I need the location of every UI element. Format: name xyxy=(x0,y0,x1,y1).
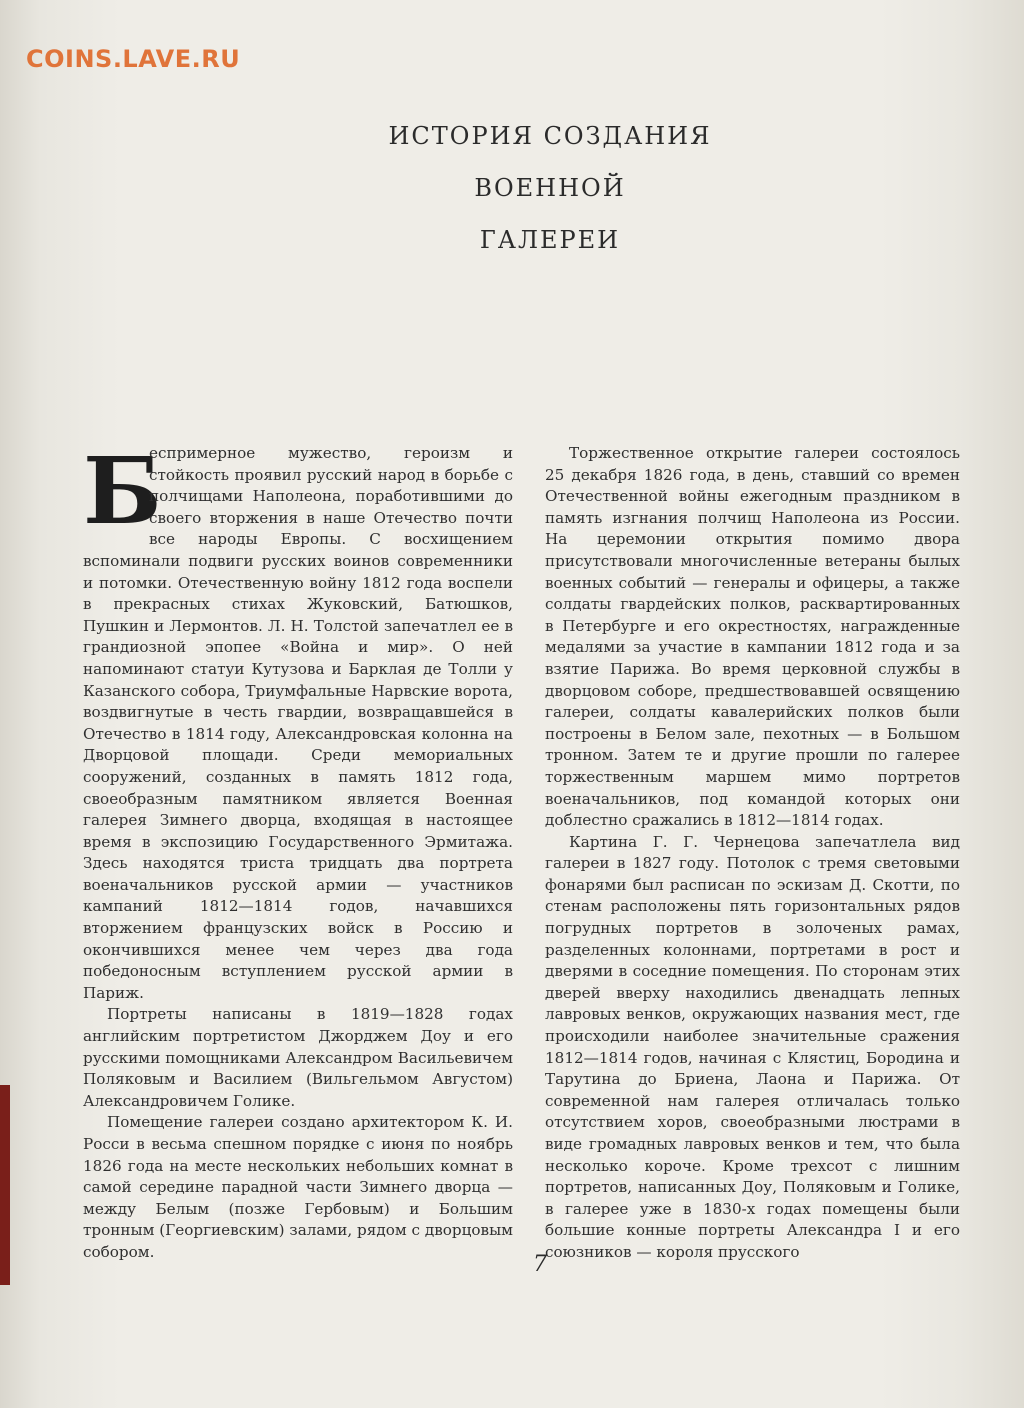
left-column xyxy=(83,437,513,1264)
right-column xyxy=(545,443,960,1264)
watermark-logo: COINS.LAVE.RU xyxy=(26,45,241,73)
title-line-2: ВОЕННОЙ xyxy=(474,174,626,202)
page-edge-strip xyxy=(0,1085,10,1285)
paragraph-1 xyxy=(83,437,513,1004)
drop-cap: Б xyxy=(83,437,162,545)
paragraph-2: Портреты написаны в 1819—1828 годах английским портретистом Джорджем Доу и его русскими помощниками Александром Васильевичем Поляковым и Василием (Вильгельмом Августом) Александровичем Голике. xyxy=(83,1005,513,1110)
paragraph-4: Торжественное открытие галереи состоялось 25 декабря 1826 года, в день, ставший со времен Отечественной войны ежегодным праздником в память изгнания полчищ Наполеона из России. На церемонии открытия помимо двора присутствовали многочисленные ветераны былых военных событий — генералы и офицеры, а также солдаты гвардейских полков, расквартированных в Петербурге и его окрестностях, награжденные медалями за участие в кампании 1812 года и за взятие Парижа. Во время церковной службы в дворцовом соборе, предшествовавшей освящению галереи, солдаты кавалерийских полков были построены в Белом зале, пехотных — в Большом тронном. Затем те и другие прошли по галерее торжественным маршем мимо портретов военачальников, под командой которых они доблестно сражались в 1812—1814 годах. xyxy=(545,444,960,830)
paragraph-1-text: еспримерное мужество, героизм и стойкость проявил русский народ в борьбе с полчищами Наполеона, поработившими до своего вторжения в наше Отечество почти все народы Европы. С восхищением вспоминали подвиги русских воинов современники и потомки. Отечественную войну 1812 года воспели в прекрасных стихах Жуковский, Батюшков, Пушкин и Лермонтов. Л. Н. Толстой запечатлел ее в грандиозной эпопее «Война и мир». О ней напоминают статуи Кутузова и Барклая де Толли у Казанского собора, Триумфальные Нарвские ворота, воздвигнутые в честь гвардии, возвращавшейся в Отечество в 1814 году, Александровская колонна на Дворцовой площади. Среди мемориальных сооружений, созданных в память 1812 года, своеобразным памятником является Военная галерея Зимнего дворца, входящая в настоящее время в экспозицию Государственного Эрмитажа. Здесь находятся триста тридцать два портрета военачальников русской армии — участников кампаний 1812—1814 годов, начавшихся вторжением французских войск в Россию и окончившихся менее чем через два года победоносным вступлением русской армии в Париж. xyxy=(83,444,513,1002)
title-line-1: ИСТОРИЯ СОЗДАНИЯ xyxy=(388,122,712,150)
paragraph-3: Помещение галереи создано архитектором К. И. Росси в весьма спешном порядке с июня по ноябрь 1826 года на месте нескольких небольших комнат в самой середине парадной части Зимнего дворца — между Белым (позже Гербовым) и Большим тронным (Георгиевским) залами, рядом с дворцовым собором. xyxy=(83,1113,513,1261)
paragraph-5: Картина Г. Г. Чернецова запечатлела вид галереи в 1827 году. Потолок с тремя световыми фонарями был расписан по эскизам Д. Скотти, по стенам расположены пять горизонтальных рядов погрудных портретов в золоченых рамах, разделенных колоннами, портретами в рост и дверями в соседние помещения. По сторонам этих дверей вверху находились двенадцать лепных лавровых венков, окружающих названия мест, где происходили наиболее значительные сражения 1812—1814 годов, начиная с Клястиц, Бородина и Тарутина до Бриена, Лаона и Парижа. От современной нам галерея отличалась только отсутствием хоров, своеобразными люстрами в виде громадных лавровых венков и тем, что была несколько короче. Кроме трехсот с лишним портретов, написанных Доу, Поляковым и Голике, в галерее уже в 1830-х годах помещены были большие конные портреты Александра I и его союзников — короля прусского xyxy=(545,832,960,1261)
page-number: 7 xyxy=(533,1252,547,1277)
title-line-3: ГАЛЕРЕИ xyxy=(479,226,621,254)
chapter-title xyxy=(300,118,800,274)
